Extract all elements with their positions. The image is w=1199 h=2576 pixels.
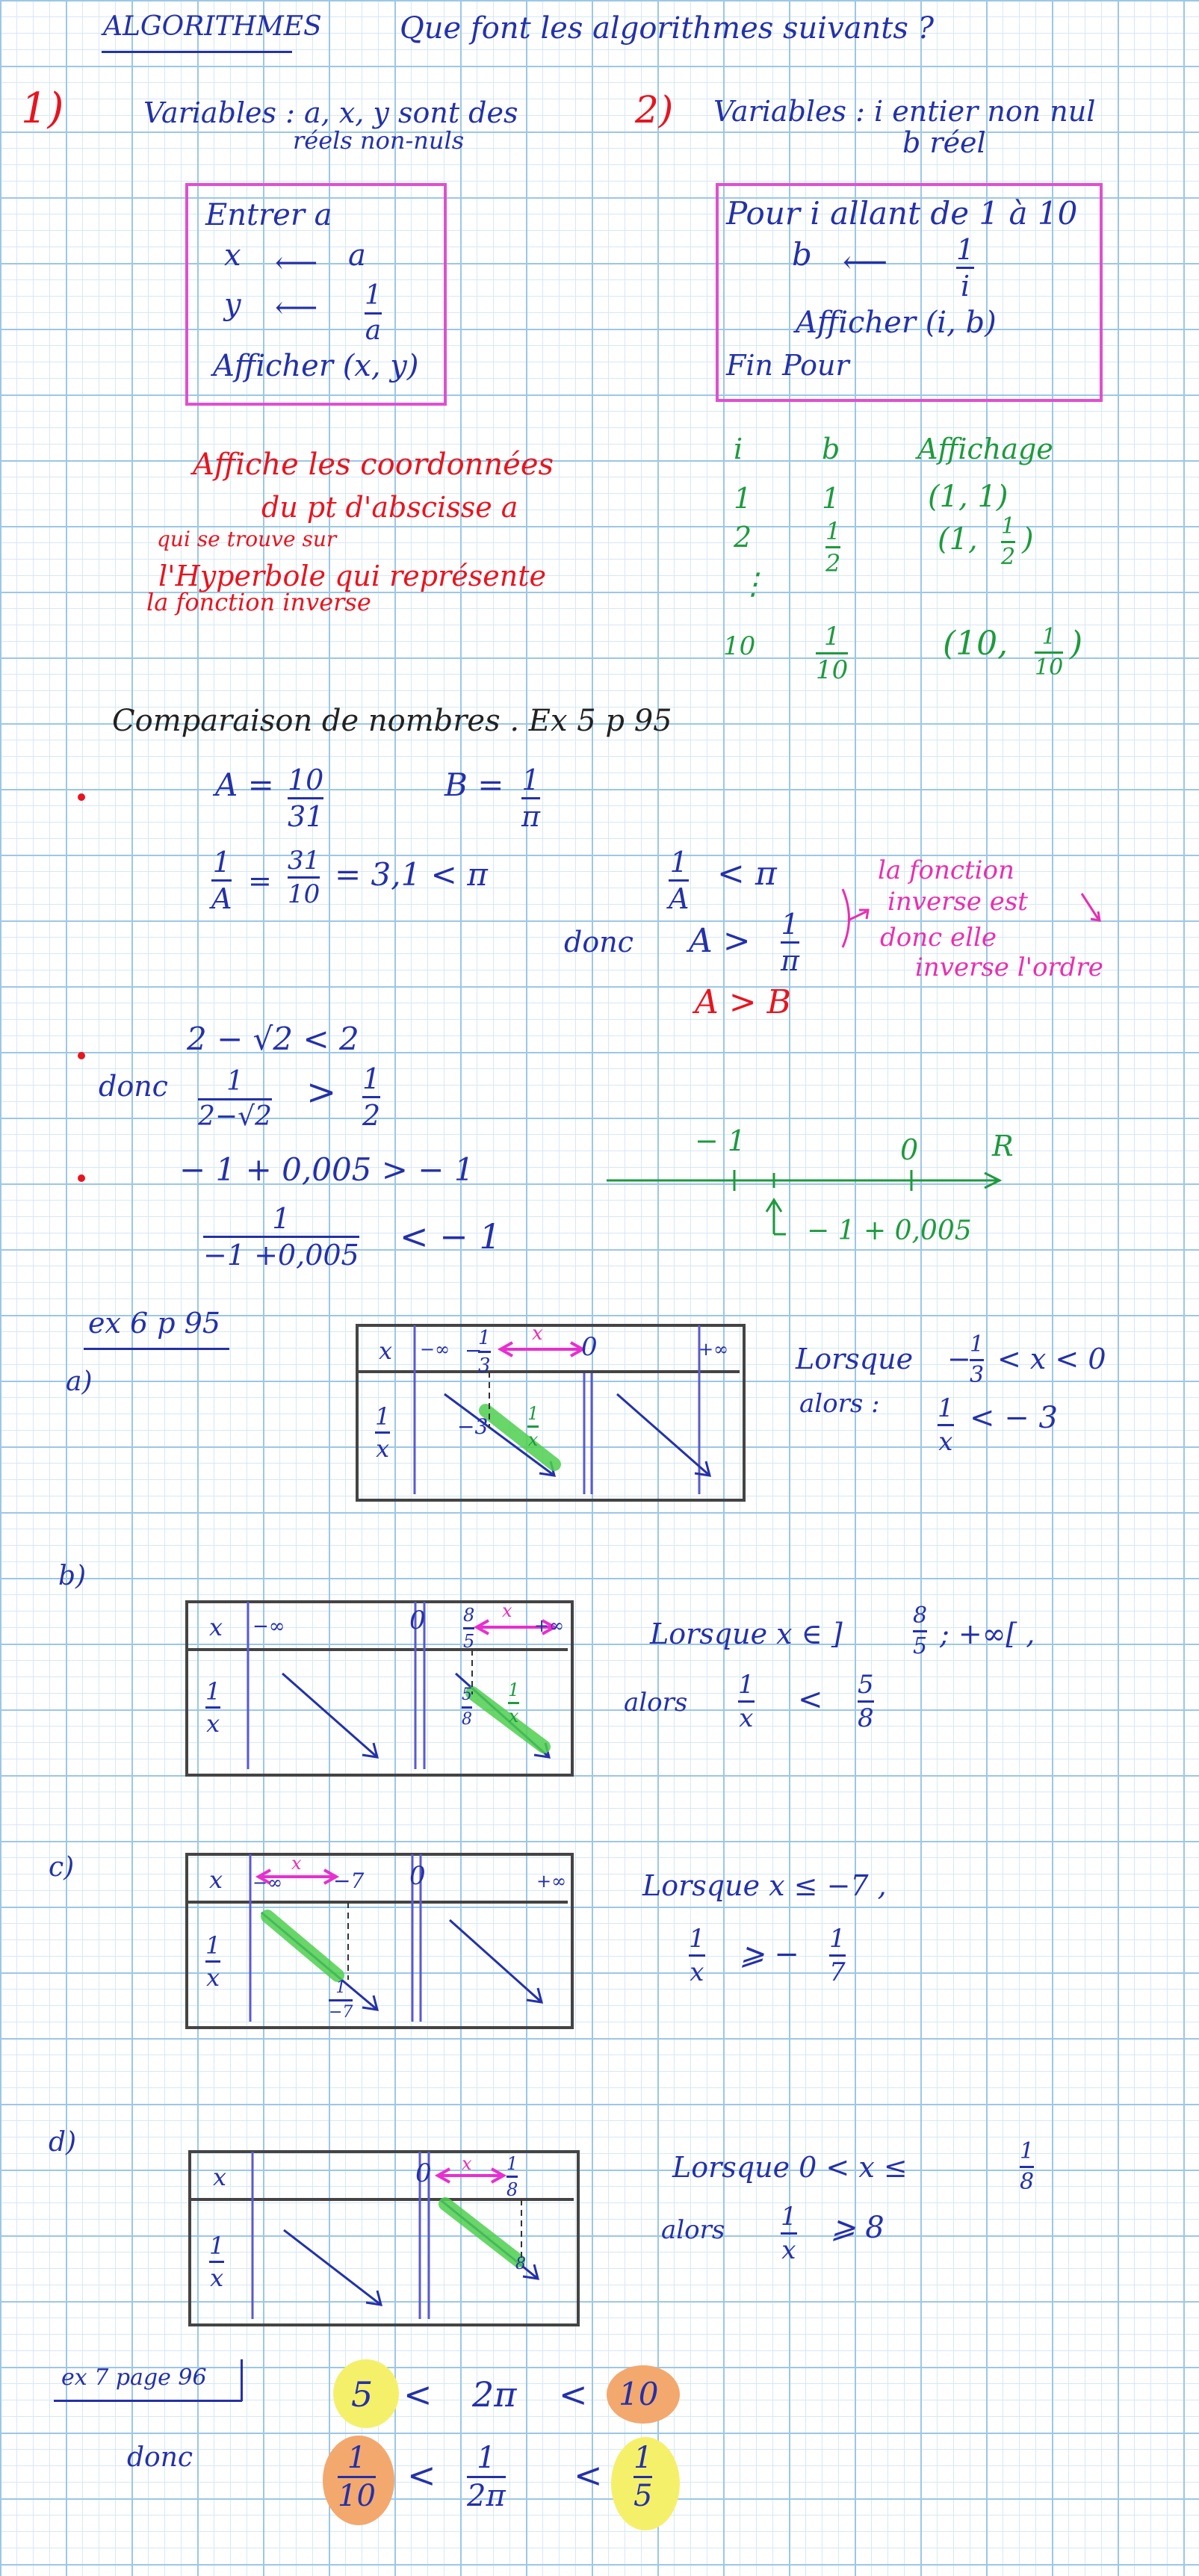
ex2-trace-row3-b-den: 10 (816, 655, 849, 685)
ex6c-ans2-num: 1 (689, 1924, 705, 1954)
ex2-trace-row3-aff-num: 1 (1041, 624, 1056, 650)
ex6b-f-num: 1 (205, 1677, 221, 1706)
ex6d-f-num: 1 (209, 2232, 225, 2260)
ex6b-zero: 0 (409, 1606, 426, 1635)
ex6b-ans-num: 8 (913, 1603, 928, 1629)
cmp3-lhs-den: −1 +0,005 (203, 1239, 359, 1272)
ex2-trace-dots: ⋮ (738, 567, 768, 601)
ex2-trace-row2-aff-den: 2 (1001, 544, 1016, 570)
ex2-trace-row3-aff-post: ) (1070, 625, 1083, 663)
ex1-vars-line1: Variables : a, x, y sont des (143, 96, 518, 129)
ex2-trace-row1-b: 1 (822, 482, 840, 515)
ex1-algo-arrow1: ⟵ (275, 246, 318, 280)
ex6d-bracket-label: x (462, 2153, 472, 2174)
ex6b-f-den: x (206, 1709, 220, 1738)
ex6a-f-num: 1 (375, 1402, 391, 1431)
ex1-algo-arrow2: ⟵ (275, 291, 318, 325)
ex6d-x: x (213, 2163, 227, 2191)
ex6b-ans2-num2: 5 (858, 1670, 874, 1700)
ex6d-ans2-den: x (781, 2235, 796, 2265)
cmp2-donc: donc (99, 1070, 168, 1103)
ex7-title: ex 7 page 96 (61, 2365, 207, 2391)
ex6b-ans2-pre: alors (624, 1688, 688, 1718)
ex2-trace-row3-aff-pre: (10, (943, 625, 1009, 663)
ex2-number: 2) (635, 88, 674, 131)
ex6b-img-den: 8 (462, 1710, 472, 1729)
ex6c-ans-line1: Lorsque x ≤ −7 , (642, 1869, 887, 1902)
ex1-answer-line2: du pt d'abscisse a (261, 491, 518, 524)
ex2-trace-row2-aff-post: ) (1022, 522, 1034, 557)
ex6a-ans-sign: − (947, 1343, 971, 1375)
ex2-trace-row2-b-num: 1 (825, 517, 841, 545)
ex6b-g-den: x (508, 1706, 519, 1727)
ex6c-ans2-den: x (690, 1957, 704, 1987)
ex6c-img-num: 1 (335, 1978, 347, 1997)
ex6a-v-sign: − (465, 1338, 483, 1363)
ex6a-x: x (379, 1337, 393, 1365)
ex6b-v-num: 8 (463, 1605, 475, 1626)
ex1-algo-line3-lhs: y (224, 288, 241, 322)
ex6c-f-den: x (206, 1963, 220, 1992)
ex2-algo-frac-den: i (961, 270, 970, 303)
cmp1-r1-rhs: < π (717, 855, 777, 893)
ex6b-x: x (209, 1613, 223, 1641)
ex2-trace-row1-i: 1 (734, 482, 752, 515)
ex2-trace-row2-i: 2 (734, 521, 752, 554)
number-line-point-label: − 1 + 0,005 (807, 1216, 972, 1246)
ex6c-minf: −∞ (252, 1872, 283, 1893)
page-question: Que font les algorithmes suivants ? (400, 11, 935, 46)
ex2-trace-row1-aff: (1, 1) (928, 480, 1009, 514)
cmp1-r1-den: A (669, 882, 690, 915)
ex7-l2-m-num: 1 (477, 2441, 496, 2475)
ex2-trace-row2-aff-num: 1 (1001, 513, 1016, 539)
number-line-label-R: R (992, 1130, 1014, 1162)
ex1-number: 1) (21, 84, 64, 133)
ex6c-bracket-label: x (291, 1853, 302, 1874)
cmp1-A-num: 10 (288, 764, 324, 796)
ex6c-x: x (209, 1866, 223, 1894)
ex6b-ans2-den2: 8 (858, 1703, 874, 1733)
cmp1-inv2-den: 10 (288, 879, 320, 909)
ex6d-label: d) (49, 2127, 77, 2158)
cmp1-eq: = (248, 864, 272, 897)
ex6a-label: a) (66, 1366, 93, 1397)
cmp1-conclusion: A > B (695, 983, 791, 1021)
cmp1-note-line3: donc elle (880, 923, 997, 953)
ex2-vars-line2: b réel (902, 126, 986, 159)
ex6a-v-den: 3 (478, 1354, 491, 1377)
number-line-label-m1: − 1 (695, 1124, 746, 1157)
ex7-l2-b-num: 1 (633, 2441, 653, 2475)
cmp1-donc: donc (564, 926, 633, 959)
ex6a-ans-pre: Lorsque (796, 1343, 914, 1375)
ex6c-label: c) (49, 1852, 75, 1883)
cmp1-inv-den: A (211, 882, 232, 915)
ex2-trace-row3-b-num: 1 (823, 622, 840, 651)
ex6d-v-den: 8 (506, 2179, 518, 2200)
ex7-line1-b: 10 (619, 2376, 659, 2412)
ex1-algo-line4: Afficher (x, y) (213, 349, 419, 383)
ex6d-ans-den: 8 (1020, 2169, 1035, 2195)
ex6b-ans2-den: x (739, 1703, 754, 1733)
ex6c-pinf: +∞ (536, 1871, 567, 1892)
ex6d-zero: 0 (415, 2158, 432, 2188)
ex6a-ans2-pre: alors : (799, 1389, 880, 1419)
cmp1-inv-num: 1 (212, 846, 231, 879)
ex7-l2-a-den: 10 (338, 2479, 376, 2513)
ex2-trace-header-b: b (822, 433, 840, 465)
ex1-vars-line2: réels non-nuls (293, 126, 465, 155)
cmp1-result: = 3,1 < π (335, 856, 488, 893)
ex6a-ans-num: 1 (970, 1331, 985, 1357)
ex6b-ans-post: ; +∞[ , (940, 1617, 1035, 1650)
ex6b-minf: −∞ (252, 1615, 285, 1638)
ex2-algo-frac-num: 1 (956, 233, 975, 266)
cmp1-note-line4: inverse l'ordre (915, 953, 1103, 982)
ex6b-ans2-mid: < (798, 1682, 823, 1717)
ex6b-g-num: 1 (508, 1679, 520, 1700)
cmp1-A-den: 31 (288, 800, 324, 833)
ex6c-f-num: 1 (205, 1931, 221, 1960)
ex6a-ans2-post: < − 3 (970, 1401, 1058, 1435)
comparison-title: Comparaison de nombres . Ex 5 p 95 (112, 704, 672, 738)
ex7-line1-a: 5 (351, 2374, 374, 2415)
cmp1-note-line2: inverse est (887, 887, 1028, 917)
ex6a-ans2-den: x (938, 1427, 953, 1457)
page-title: ALGORITHMES (103, 11, 322, 42)
ex1-answer-line1: Affiche les coordonnées (193, 448, 554, 482)
ex6a-ans2-num: 1 (938, 1393, 954, 1423)
ex6d-img: 8 (515, 2255, 526, 2273)
ex6a-ans-den: 3 (970, 1362, 985, 1388)
cmp1-inv2-num: 31 (288, 846, 320, 876)
ex2-algo-line1: Pour i allant de 1 à 10 (726, 195, 1078, 232)
cmp1-r1-num: 1 (669, 846, 688, 879)
ex7-l2-a-num: 1 (347, 2441, 367, 2475)
ex1-answer-line4: l'Hyperbole qui représente (158, 560, 546, 592)
ex1-algo-frac-num: 1 (365, 280, 382, 311)
ex7-l2-b-den: 5 (633, 2479, 653, 2513)
ex6a-g-num: 1 (527, 1403, 539, 1424)
ex2-trace-row3-i: 10 (723, 631, 756, 661)
cmp1-note-line1: la fonction (878, 855, 1014, 885)
ex1-answer-line3: qui se trouve sur (157, 527, 337, 551)
ex2-vars-line1: Variables : i entier non nul (713, 95, 1096, 128)
ex2-algo-line4: Fin Pour (726, 349, 849, 382)
ex1-answer-line5: la fonction inverse (146, 588, 371, 616)
ex6a-v-num: 1 (478, 1327, 491, 1349)
cmp1-r2-den: π (781, 944, 799, 977)
ex6b-v-den: 5 (463, 1631, 475, 1652)
ex2-trace-header-i: i (734, 433, 743, 465)
ex2-algo-arrow: ⟵ (843, 244, 888, 280)
ex6c-zero: 0 (409, 1861, 426, 1891)
ex1-algo-line1: Entrer a (205, 198, 332, 232)
ex6-title: ex 6 p 95 (88, 1307, 221, 1340)
cmp2-rhs-den: 2 (362, 1099, 381, 1132)
ex7-line1-mid: 2π (472, 2374, 517, 2415)
ex1-algo-frac-den: a (365, 315, 382, 346)
ex6d-ans-num: 1 (1020, 2138, 1035, 2164)
ex6d-f-den: x (210, 2264, 224, 2292)
ex6b-bracket-label: x (502, 1600, 512, 1621)
ex6b-ans2-num: 1 (738, 1670, 755, 1700)
cmp2-lhs-num: 1 (226, 1066, 244, 1097)
ex7-l2-lt2: < (574, 2455, 603, 2495)
ex6d-v-num: 1 (506, 2153, 518, 2174)
cmp2-rhs-num: 1 (362, 1062, 381, 1095)
cmp2-op: > (306, 1071, 337, 1113)
ex6a-f-den: x (376, 1434, 390, 1463)
cmp1-B-den: π (521, 800, 540, 833)
ex6c-ans2-den2: 7 (829, 1957, 846, 1987)
ex7-l2-lt1: < (407, 2455, 436, 2495)
ex2-algo-line2-lhs: b (792, 236, 812, 273)
ex6c-ans2-mid: ⩾ − (740, 1937, 799, 1972)
ex2-trace-row2-b-den: 2 (825, 549, 841, 578)
cmp2-line1: 2 − √2 < 2 (187, 1021, 359, 1057)
ex6a-ans-post: < x < 0 (997, 1343, 1106, 1375)
ex7-line1-lt1: < (403, 2374, 433, 2415)
ex6b-img-num: 5 (462, 1685, 472, 1704)
cmp1-r2-lhs: A > (689, 922, 751, 960)
ex6c-img-den: −7 (329, 2003, 353, 2022)
ex2-trace-row3-aff-den: 10 (1035, 654, 1064, 681)
ex6d-ans2-post: ⩾ 8 (831, 2211, 884, 2245)
ex6b-label: b) (58, 1561, 87, 1591)
ex2-trace-row2-aff-pre: (1, (938, 522, 978, 557)
ex7-donc: donc (127, 2442, 193, 2473)
ex7-l2-m-den: 2π (467, 2479, 506, 2513)
ex6a-img: −3 (457, 1414, 489, 1439)
ex6a-pinf: +∞ (698, 1339, 729, 1360)
ex6d-ans-pre: Lorsque 0 < x ≤ (672, 2151, 908, 2184)
cmp3-lhs-num: 1 (272, 1202, 291, 1235)
cmp1-A-lhs: A = (215, 767, 274, 803)
cmp3-line1: − 1 + 0,005 > − 1 (179, 1151, 474, 1188)
ex6a-bracket-label: x (532, 1322, 543, 1345)
ex6d-ans2-pre: alors (661, 2215, 725, 2245)
cmp1-B-num: 1 (521, 764, 540, 796)
number-line-label-0: 0 (900, 1133, 919, 1166)
cmp1-r2-num: 1 (781, 908, 799, 941)
ex2-algo-line3: Afficher (i, b) (796, 306, 997, 340)
cmp3-rhs: < − 1 (400, 1216, 501, 1257)
ex2-trace-header-affichage: Affichage (917, 433, 1053, 465)
ex6b-ans-den: 5 (913, 1633, 928, 1659)
ex6a-minf: −∞ (420, 1339, 450, 1360)
ex6d-ans2-num: 1 (781, 2202, 797, 2232)
ex1-algo-line2-lhs: x (224, 238, 241, 273)
cmp1-B-lhs: B = (444, 767, 504, 803)
ex7-line1-lt2: < (559, 2374, 588, 2415)
ex1-algo-line2-rhs: a (348, 238, 366, 273)
ex6b-ans-pre: Lorsque x ∈ ] (650, 1617, 843, 1650)
cmp2-lhs-den: 2−√2 (198, 1101, 272, 1132)
ex6b-pinf: +∞ (534, 1615, 565, 1636)
ex6c-ans2-num2: 1 (829, 1924, 846, 1954)
ex6a-g-den: x (527, 1429, 539, 1450)
ex6a-zero: 0 (581, 1332, 598, 1362)
ex6c-v: −7 (333, 1868, 365, 1893)
